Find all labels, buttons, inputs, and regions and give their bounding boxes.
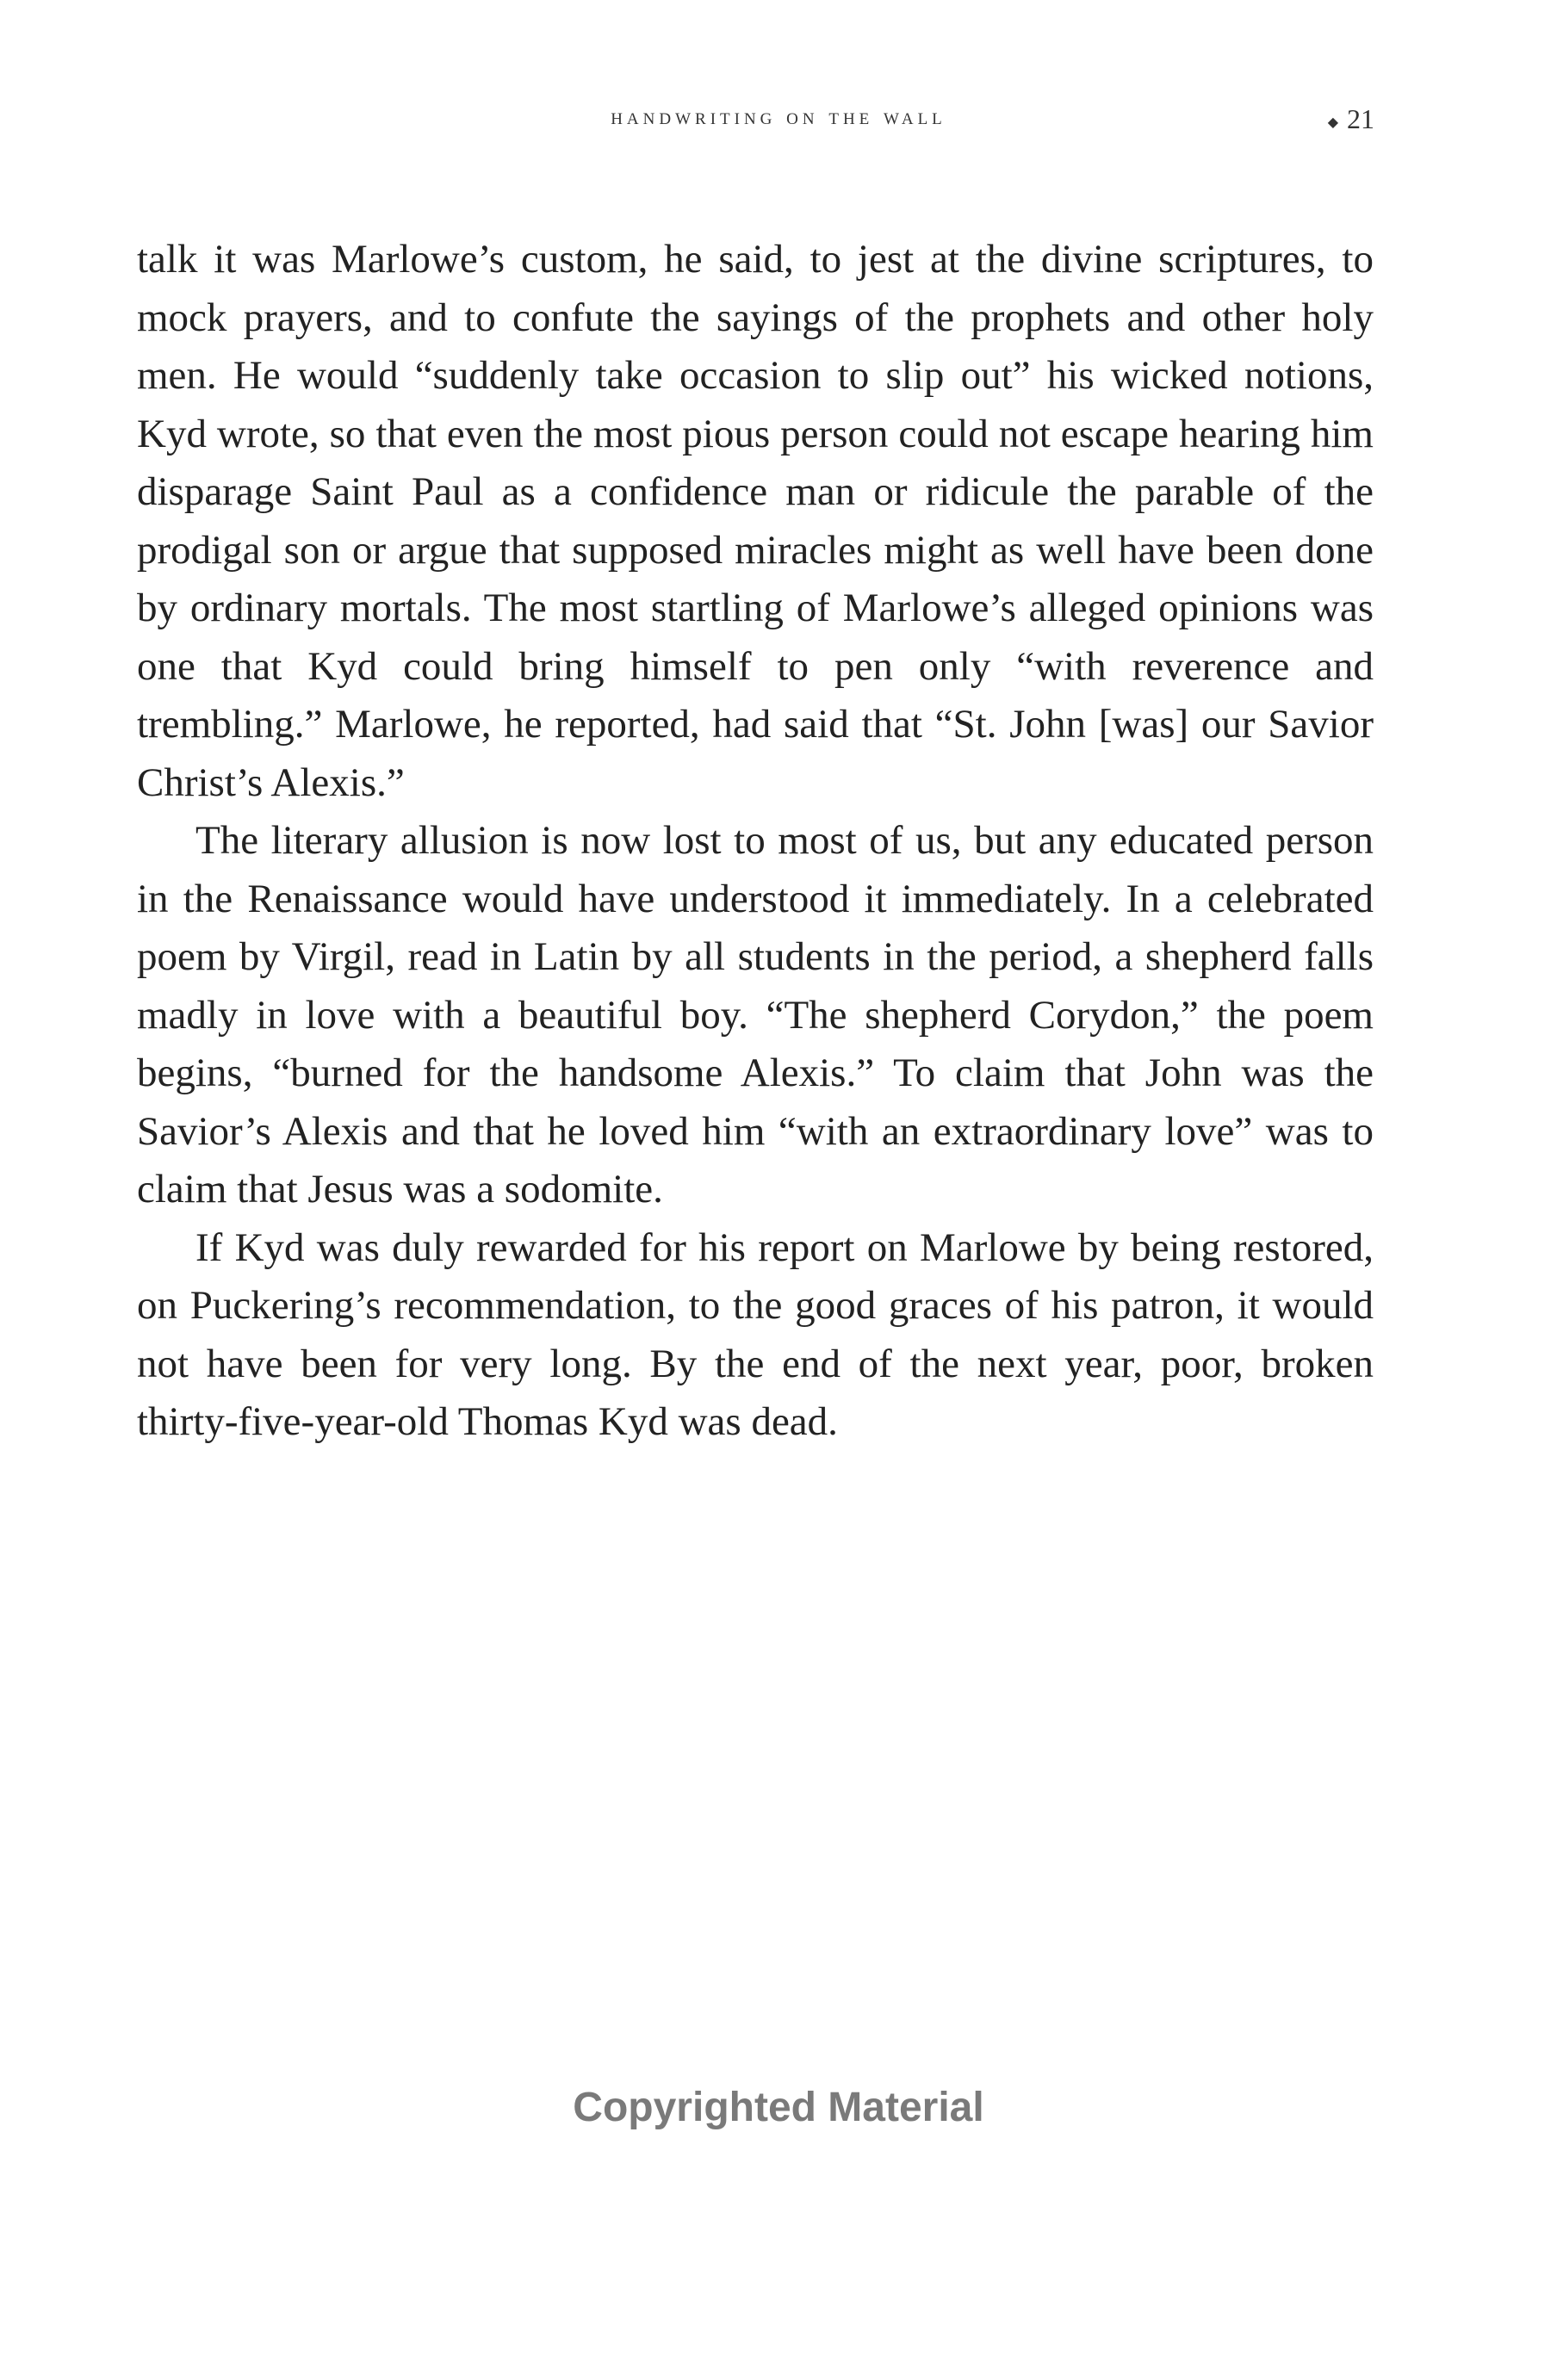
- paragraph-3: If Kyd was duly rewarded for his report on Marlowe by being restored, on Puckering’s recommendation, to the good graces of his patron, it would not have been for very long. By the end of the next year, poor, broken thirty-five-year-old Thomas Kyd was dead.: [137, 1224, 1374, 1444]
- copyright-watermark: Copyrighted Material: [573, 2085, 984, 2130]
- body-text: [137, 231, 1374, 1452]
- paragraph-1: talk it was Marlowe’s custom, he said, to jest at the divine scriptures, to mock prayers, and to confute the sayings of the prophets and other holy men. He would “suddenly take occasion to slip out” his wicked notions, Kyd wrote, so that even the most pious person could not escape hearing him disparage Saint Paul as a confidence man or ridicule the parable of the prodigal son or argue that supposed miracles might as well have been done by ordinary mortals. The most startling of Marlowe’s alleged opinions was one that Kyd could bring himself to pen only “with reverence and trembling.” Marlowe, he reported, had said that “St. John [was] our Savior Christ’s Alexis.”: [137, 237, 1374, 805]
- diamond-ornament-icon: ◆: [1327, 115, 1338, 130]
- running-head-title: handwriting on the wall: [611, 103, 946, 129]
- paragraph-2: The literary allusion is now lost to most of us, but any educated person in the Renaissance would have understood it immediately. In a celebrated poem by Virgil, read in Latin by all students in the period, a shepherd falls madly in love with a beautiful boy. “The shepherd Corydon,” the poem begins, “burned for the handsome Alexis.” To claim that John was the Savior’s Alexis and that he loved him “with an extraordinary love” was to claim that Jesus was a sodomite.: [137, 818, 1374, 1212]
- running-head: [0, 103, 1557, 146]
- page-number: 21: [1347, 103, 1374, 134]
- page-number-area: [1328, 103, 1374, 135]
